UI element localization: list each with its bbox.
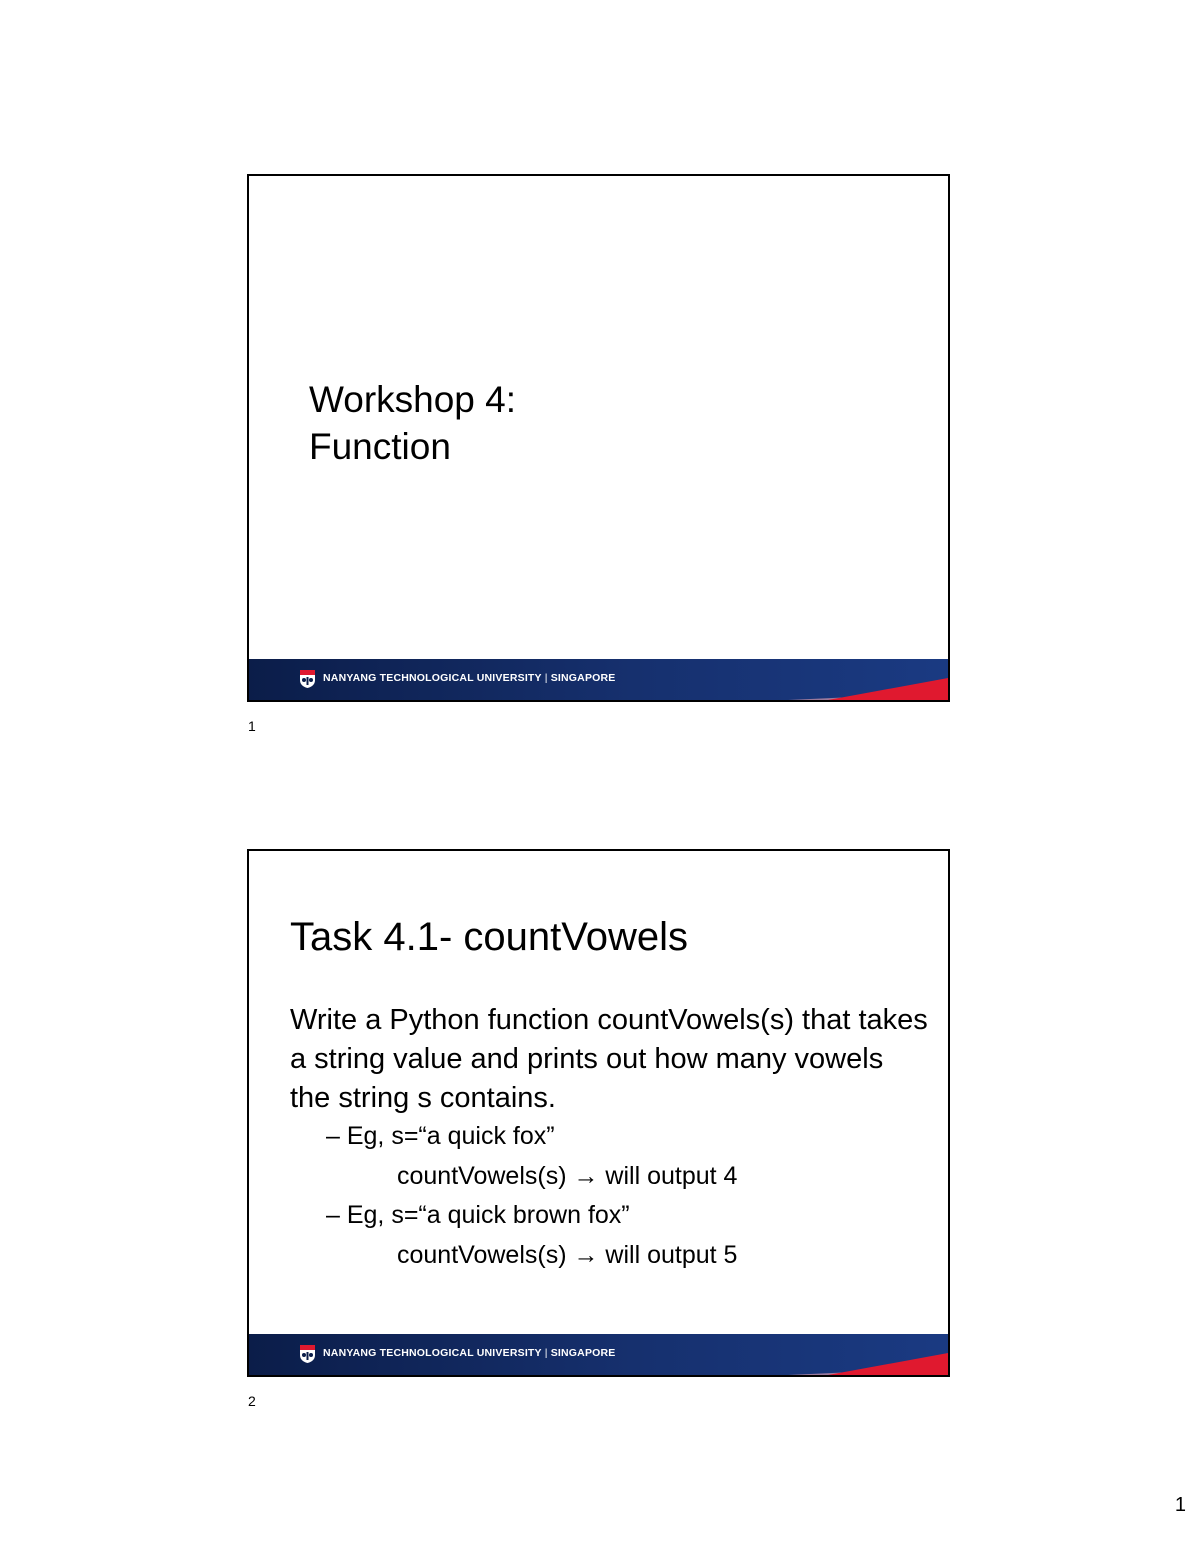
slide-2-body: Write a Python function countVowels(s) that takes a string value and prints out how many vowels the string s contains. [290,1004,928,1114]
slide-2-footer [249,1334,948,1375]
example-1-result: countVowels(s) → will output 4 [397,1162,738,1190]
slide-1-footer [249,659,948,700]
slide-2-title: Task 4.1- countVowels [290,915,688,959]
country-name: SINGAPORE [550,672,616,684]
slide-1-title-line-1: Workshop 4: [309,379,517,420]
slide-1-title-line-2: Function [309,426,451,467]
slide-2-footer-text [323,1347,616,1359]
slide-2-number: 2 [248,1393,256,1409]
slide-1-number: 1 [248,718,256,734]
ntu-crest-icon [299,669,316,689]
footer-accent-red [828,1353,948,1375]
slide-2 [247,849,950,1377]
footer-accent-red [828,678,948,700]
footer-separator: | [544,1347,548,1359]
ntu-crest-icon [299,1344,316,1364]
university-name: NANYANG TECHNOLOGICAL UNIVERSITY [323,1347,542,1359]
footer-separator: | [544,672,548,684]
university-name: NANYANG TECHNOLOGICAL UNIVERSITY [323,672,542,684]
slide-1 [247,174,950,702]
country-name: SINGAPORE [550,1347,616,1359]
slide-1-title [309,376,516,470]
page-number: 1 [1174,1494,1186,1516]
example-2-bullet: – Eg, s=“a quick brown fox” [326,1201,630,1229]
slide-1-footer-text [323,672,616,684]
example-2-result: countVowels(s) → will output 5 [397,1241,738,1269]
example-1-bullet: – Eg, s=“a quick fox” [326,1122,555,1150]
